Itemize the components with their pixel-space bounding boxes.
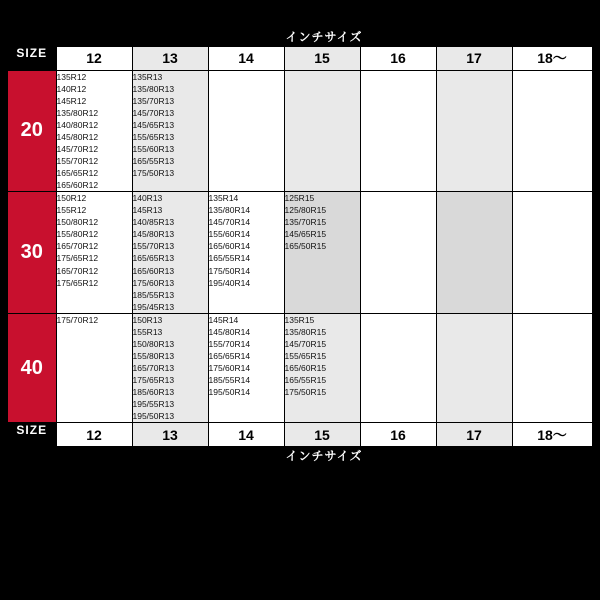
cell-40-13 [132, 313, 208, 423]
tire-size-entry: 145R12 [56, 95, 87, 106]
header-col-17: 17 [436, 46, 512, 70]
header-columns-row [8, 46, 592, 70]
row-label-40: 40 [8, 313, 56, 423]
row-label-20: 20 [8, 70, 56, 192]
header-col-13: 13 [132, 46, 208, 70]
tire-size-entry: 175/65R13 [132, 375, 175, 386]
cell-20-18 [512, 70, 592, 192]
cell-30-17 [436, 192, 512, 314]
tire-size-entry: 165/55R13 [132, 155, 175, 166]
cell-40-15 [284, 313, 360, 423]
tire-size-entry: 145R13 [132, 205, 163, 216]
tire-size-entry: 135R13 [132, 71, 163, 82]
tire-size-entry: 145/70R13 [132, 107, 175, 118]
tire-size-entry: 150R12 [56, 193, 87, 204]
tire-size-entry: 125/80R15 [284, 205, 327, 216]
tire-size-entry: 185/55R13 [132, 289, 175, 300]
tire-size-entry: 165/60R13 [132, 265, 175, 276]
tire-size-entry: 155/80R13 [132, 350, 175, 361]
footer-band-row [8, 447, 592, 465]
tire-size-entry: 135/70R15 [284, 217, 327, 228]
tire-size-entry: 155R12 [56, 205, 87, 216]
bottom-black-strip [0, 570, 600, 600]
tire-size-entry: 165/65R14 [208, 350, 251, 361]
cell-30-15 [284, 192, 360, 314]
cell-20-15 [284, 70, 360, 192]
tire-size-entry: 165/55R15 [284, 375, 327, 386]
tire-size-entry: 135/80R14 [208, 205, 251, 216]
tire-size-entry: 135/80R13 [132, 83, 175, 94]
tire-size-entry: 155R13 [132, 326, 163, 337]
tire-size-entry: 145/70R12 [56, 143, 99, 154]
tire-size-entry: 125R15 [284, 193, 315, 204]
tire-size-entry: 175/65R12 [56, 253, 99, 264]
tire-size-entry: 165/65R12 [56, 168, 99, 178]
cell-20-16 [360, 70, 436, 192]
tire-size-entry: 135/80R12 [56, 107, 99, 118]
table-row [8, 313, 592, 423]
tire-size-entry: 145/80R12 [56, 131, 99, 142]
table-row [8, 192, 592, 314]
tire-size-entry: 175/65R12 [56, 277, 99, 288]
tire-size-entry: 175/50R14 [208, 265, 251, 276]
header-col-16: 16 [360, 46, 436, 70]
tire-size-entry: 145/65R15 [284, 229, 327, 240]
cell-30-18 [512, 192, 592, 314]
tire-size-entry: 195/50R14 [208, 387, 251, 398]
header-col-14: 14 [208, 46, 284, 70]
cell-20-13 [132, 70, 208, 192]
row-label-30: 30 [8, 192, 56, 314]
footer-col-18: 18〜 [512, 423, 592, 447]
tire-size-entry: 140/85R13 [132, 217, 175, 228]
tire-size-entry: 155/65R13 [132, 131, 175, 142]
tire-size-entry: 150R13 [132, 314, 163, 325]
tire-size-entry: 165/60R15 [284, 363, 327, 373]
tire-size-entry: 165/50R15 [284, 241, 327, 252]
header-band-spacer [8, 28, 56, 46]
header-col-15: 15 [284, 46, 360, 70]
tire-size-entry: 140R12 [56, 83, 87, 94]
cell-40-14 [208, 313, 284, 423]
tire-size-entry: 155/80R12 [56, 229, 99, 240]
footer-size-label: SIZE [8, 423, 56, 447]
tire-size-entry: 165/70R13 [132, 363, 175, 373]
cell-40-12 [56, 313, 132, 423]
tire-size-table [8, 28, 593, 465]
tire-size-entry: 165/55R14 [208, 253, 251, 264]
right-black-margin [592, 0, 600, 600]
table-row [8, 70, 592, 192]
footer-col-13: 13 [132, 423, 208, 447]
tire-size-entry: 165/70R12 [56, 265, 99, 276]
tire-size-entry: 175/50R13 [132, 168, 175, 178]
tire-size-entry: 165/70R12 [56, 241, 99, 252]
tire-size-entry: 155/70R12 [56, 155, 99, 166]
cell-30-14 [208, 192, 284, 314]
tire-size-entry: 185/60R13 [132, 387, 175, 398]
tire-size-entry: 155/60R13 [132, 143, 175, 154]
tire-size-entry: 135R12 [56, 71, 87, 82]
tire-size-entry: 135R15 [284, 314, 315, 325]
tire-size-entry: 140/80R12 [56, 119, 99, 130]
tire-size-entry: 145R14 [208, 314, 239, 325]
tire-size-entry: 135/80R15 [284, 326, 327, 337]
cell-30-12 [56, 192, 132, 314]
tire-size-entry: 150/80R13 [132, 338, 175, 349]
tire-size-entry: 145/70R14 [208, 217, 251, 228]
footer-inch-band-label: インチサイズ [56, 447, 592, 465]
footer-col-16: 16 [360, 423, 436, 447]
tire-size-entry: 155/70R14 [208, 338, 251, 349]
footer-columns-row [8, 423, 592, 447]
footer-col-15: 15 [284, 423, 360, 447]
tire-size-entry: 135/70R13 [132, 95, 175, 106]
tire-size-entry: 165/60R14 [208, 241, 251, 252]
footer-col-12: 12 [56, 423, 132, 447]
header-size-label: SIZE [8, 46, 56, 70]
footer-band-spacer [8, 447, 56, 465]
tire-size-entry: 155/65R15 [284, 350, 327, 361]
cell-40-18 [512, 313, 592, 423]
tire-size-entry: 155/70R13 [132, 241, 175, 252]
header-col-18: 18〜 [512, 46, 592, 70]
footer-col-14: 14 [208, 423, 284, 447]
tire-size-entry: 155/60R14 [208, 229, 251, 240]
tire-size-entry: 175/50R15 [284, 387, 327, 398]
cell-40-16 [360, 313, 436, 423]
tire-size-entry: 145/65R13 [132, 119, 175, 130]
tire-size-entry: 195/55R13 [132, 399, 175, 410]
header-band-row [8, 28, 592, 46]
tire-size-entry: 175/70R12 [56, 314, 99, 325]
tire-size-entry: 195/45R13 [132, 301, 175, 312]
tire-size-entry: 145/80R13 [132, 229, 175, 240]
tire-size-entry: 135R14 [208, 193, 239, 204]
tire-size-entry: 145/80R14 [208, 326, 251, 337]
header-col-12: 12 [56, 46, 132, 70]
cell-20-14 [208, 70, 284, 192]
header-inch-band-label: インチサイズ [56, 28, 592, 46]
tire-size-entry: 140R13 [132, 193, 163, 204]
tire-size-entry: 145/70R15 [284, 338, 327, 349]
tire-size-entry: 165/60R12 [56, 180, 99, 191]
cell-30-13 [132, 192, 208, 314]
tire-size-entry: 175/60R14 [208, 363, 251, 373]
cell-20-12 [56, 70, 132, 192]
cell-30-16 [360, 192, 436, 314]
tire-size-entry: 195/40R14 [208, 277, 251, 288]
tire-size-entry: 185/55R14 [208, 375, 251, 386]
tire-size-entry: 195/50R13 [132, 411, 175, 422]
tire-size-entry: 150/80R12 [56, 217, 99, 228]
cell-40-17 [436, 313, 512, 423]
footer-col-17: 17 [436, 423, 512, 447]
top-black-strip [0, 0, 600, 28]
tire-size-entry: 175/60R13 [132, 277, 175, 288]
tire-size-entry: 165/65R13 [132, 253, 175, 264]
left-black-margin [0, 0, 8, 600]
cell-20-17 [436, 70, 512, 192]
